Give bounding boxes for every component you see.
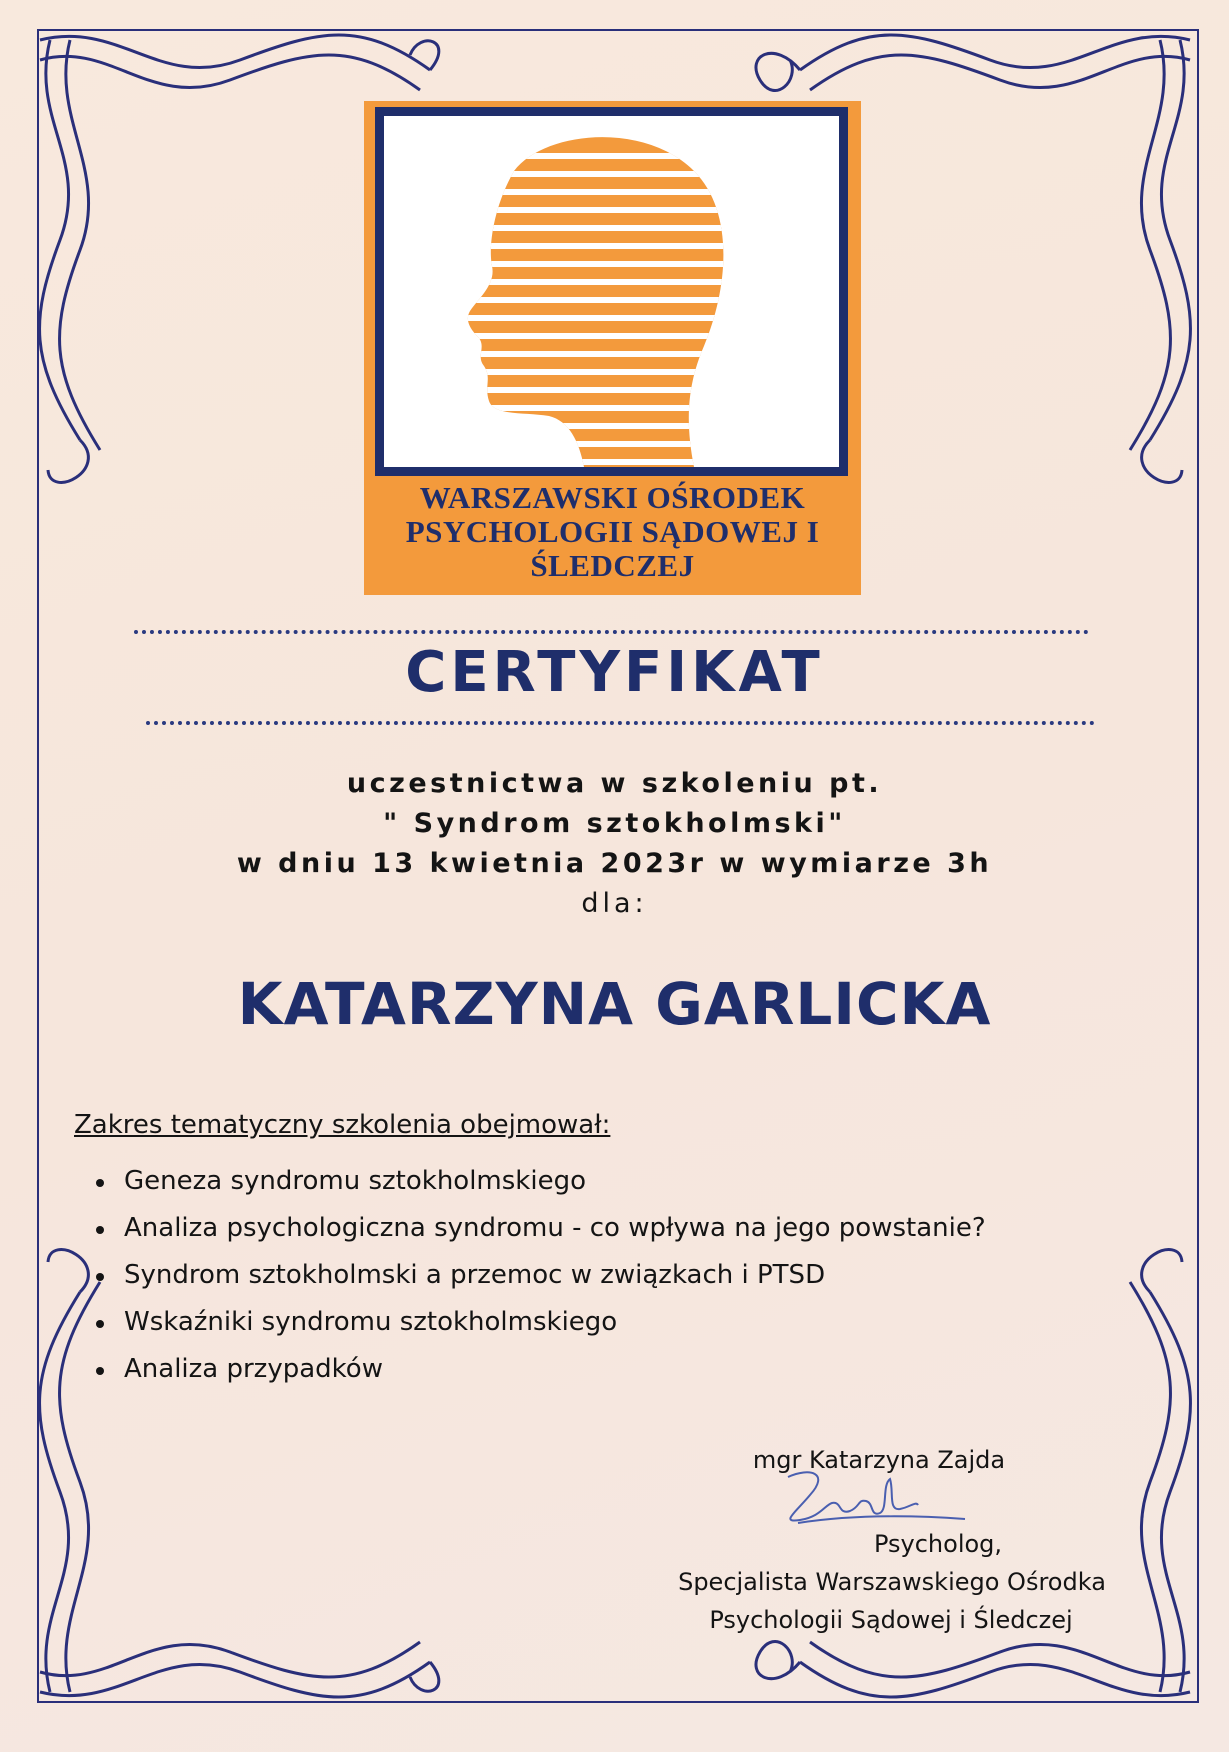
logo-line-1: WARSZAWSKI OŚRODEK bbox=[419, 480, 806, 515]
institute-logo bbox=[364, 101, 861, 595]
logo-image-panel bbox=[375, 107, 848, 476]
dotted-divider-top bbox=[134, 630, 1089, 634]
training-title: " Syndrom sztokholmski" bbox=[383, 808, 846, 839]
scope-heading: Zakres tematyczny szkolenia obejmował: bbox=[74, 1110, 611, 1140]
signatory-org-line-1: Specjalista Warszawskiego Ośrodka bbox=[678, 1568, 1106, 1596]
certificate-title: CERTYFIKAT bbox=[405, 640, 824, 705]
for-label: dla: bbox=[581, 888, 648, 919]
signatory-org-line-2: Psychologii Sądowej i Śledczej bbox=[709, 1606, 1073, 1634]
participation-line: uczestnictwa w szkoleniu pt. bbox=[346, 768, 883, 799]
list-item: Geneza syndromu sztokholmskiego bbox=[96, 1158, 986, 1205]
list-item: Wskaźniki syndromu sztokholmskiego bbox=[96, 1299, 986, 1346]
signatory-name: mgr Katarzyna Zajda bbox=[752, 1446, 1006, 1474]
topic-list bbox=[96, 1158, 986, 1393]
logo-caption bbox=[364, 481, 861, 583]
handwritten-signature bbox=[770, 1465, 970, 1535]
signatory-role: Psycholog, bbox=[873, 1530, 1003, 1558]
list-item: Analiza przypadków bbox=[96, 1346, 986, 1393]
list-item: Analiza psychologiczna syndromu - co wpływa na jego powstanie? bbox=[96, 1205, 986, 1252]
logo-line-2: PSYCHOLOGII SĄDOWEJ I bbox=[405, 514, 820, 549]
logo-line-3: ŚLEDCZEJ bbox=[530, 548, 695, 583]
recipient-name: KATARZYNA GARLICKA bbox=[237, 970, 992, 1038]
dotted-divider-bottom bbox=[146, 721, 1095, 725]
training-date-duration: w dniu 13 kwietnia 2023r w wymiarze 3h bbox=[236, 848, 993, 879]
fingerprint-head-icon bbox=[384, 116, 839, 467]
list-item: Syndrom sztokholmski a przemoc w związkach i PTSD bbox=[96, 1252, 986, 1299]
